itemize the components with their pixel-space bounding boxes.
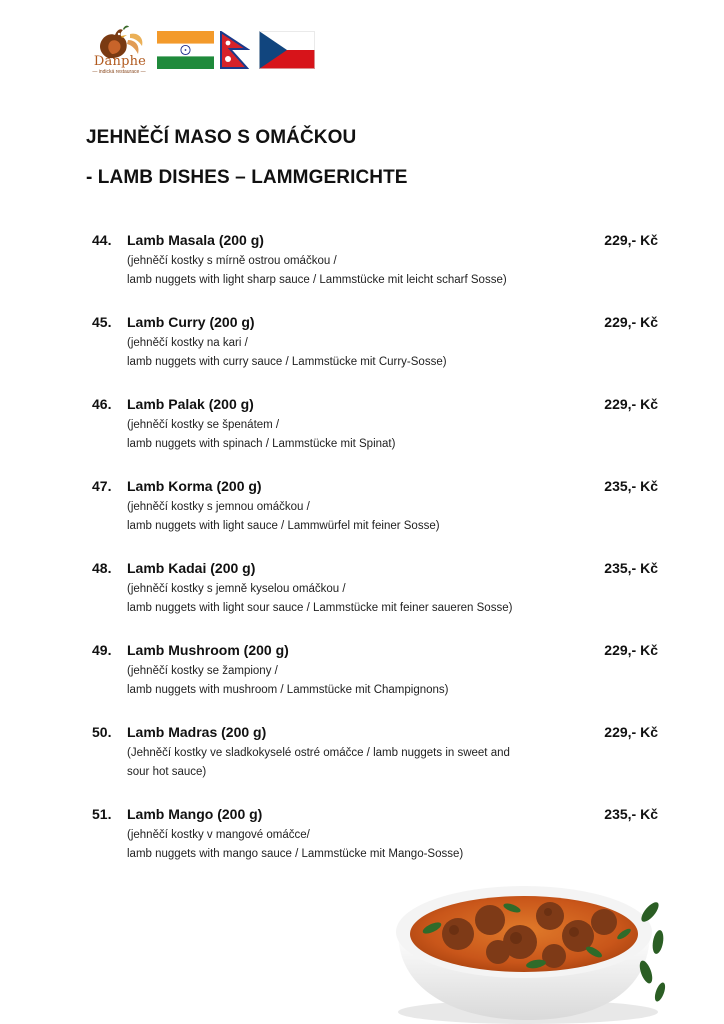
- section-title-english-german: - LAMB DISHES – LAMMGERICHTE: [86, 167, 408, 188]
- item-name: Lamb Mango (200 g): [127, 806, 263, 822]
- menu-item: [0, 806, 724, 866]
- item-description-line: (jehněčí kostky na kari /: [127, 337, 248, 349]
- item-description: [127, 252, 547, 290]
- item-number: 47.: [92, 478, 112, 494]
- nepal-flag-icon: [220, 31, 250, 69]
- menu-item: [0, 232, 724, 292]
- czech-flag-icon: [259, 31, 315, 69]
- item-number: 49.: [92, 642, 112, 658]
- item-price: 229,- Kč: [604, 724, 658, 740]
- item-description: [127, 580, 547, 618]
- item-price: 229,- Kč: [604, 642, 658, 658]
- item-number: 45.: [92, 314, 112, 330]
- item-description-line: (jehněčí kostky se špenátem /: [127, 419, 280, 431]
- item-description-line: (Jehněčí kostky ve sladkokyselé ostré omáčce / lamb nuggets in sweet and: [127, 747, 510, 759]
- item-name: Lamb Palak (200 g): [127, 396, 254, 412]
- item-name: Lamb Korma (200 g): [127, 478, 262, 494]
- logo-subtitle: — indická restaurace —: [92, 69, 146, 75]
- item-price: 235,- Kč: [604, 806, 658, 822]
- item-price: 229,- Kč: [604, 314, 658, 330]
- item-name: Lamb Masala (200 g): [127, 232, 264, 248]
- item-name: Lamb Madras (200 g): [127, 724, 267, 740]
- item-price: 235,- Kč: [604, 478, 658, 494]
- lamb-curry-bowl-image: [388, 872, 670, 1024]
- menu-item: [0, 396, 724, 456]
- item-description: [127, 416, 547, 454]
- india-flag-icon: [157, 31, 214, 69]
- item-description: [127, 662, 547, 700]
- item-number: 50.: [92, 724, 112, 740]
- item-description: [127, 826, 547, 864]
- item-number: 51.: [92, 806, 112, 822]
- item-description-line: lamb nuggets with light sour sauce / Lammstücke mit feiner saueren Sosse): [127, 602, 513, 614]
- item-description-line: lamb nuggets with mushroom / Lammstücke mit Champignons): [127, 684, 449, 696]
- restaurant-logo: [86, 24, 152, 78]
- menu-item: [0, 478, 724, 538]
- item-price: 235,- Kč: [604, 560, 658, 576]
- item-number: 46.: [92, 396, 112, 412]
- logo-text: Danphe: [93, 54, 147, 69]
- section-title-czech: JEHNĚČÍ MASO S OMÁČKOU: [86, 127, 357, 148]
- item-description-line: lamb nuggets with spinach / Lammstücke mit Spinat): [127, 438, 396, 450]
- item-price: 229,- Kč: [604, 232, 658, 248]
- item-description-line: (jehněčí kostky s jemnou omáčkou /: [127, 501, 310, 513]
- item-name: Lamb Mushroom (200 g): [127, 642, 289, 658]
- item-description-line: (jehněčí kostky s jemně kyselou omáčkou /: [127, 583, 346, 595]
- item-price: 229,- Kč: [604, 396, 658, 412]
- item-name: Lamb Curry (200 g): [127, 314, 255, 330]
- item-description-line: lamb nuggets with light sauce / Lammwürfel mit feiner Sosse): [127, 520, 440, 532]
- item-number: 44.: [92, 232, 112, 248]
- item-description-line: lamb nuggets with mango sauce / Lammstücke mit Mango-Sosse): [127, 848, 464, 860]
- item-name: Lamb Kadai (200 g): [127, 560, 256, 576]
- item-description-line: sour hot sauce): [127, 766, 207, 778]
- item-description-line: (jehněčí kostky se žampiony /: [127, 665, 278, 677]
- item-description: [127, 498, 547, 536]
- item-number: 48.: [92, 560, 112, 576]
- item-description: [127, 334, 547, 372]
- item-description-line: (jehněčí kostky v mangové omáčce/: [127, 829, 310, 841]
- item-description-line: (jehněčí kostky s mírně ostrou omáčkou /: [127, 255, 337, 267]
- item-description-line: lamb nuggets with curry sauce / Lammstücke mit Curry-Sosse): [127, 356, 447, 368]
- menu-item: [0, 642, 724, 702]
- menu-item: [0, 314, 724, 374]
- item-description-line: lamb nuggets with light sharp sauce / Lammstücke mit leicht scharf Sosse): [127, 274, 507, 286]
- menu-item: [0, 724, 724, 784]
- item-description: [127, 744, 547, 782]
- menu-item: [0, 560, 724, 620]
